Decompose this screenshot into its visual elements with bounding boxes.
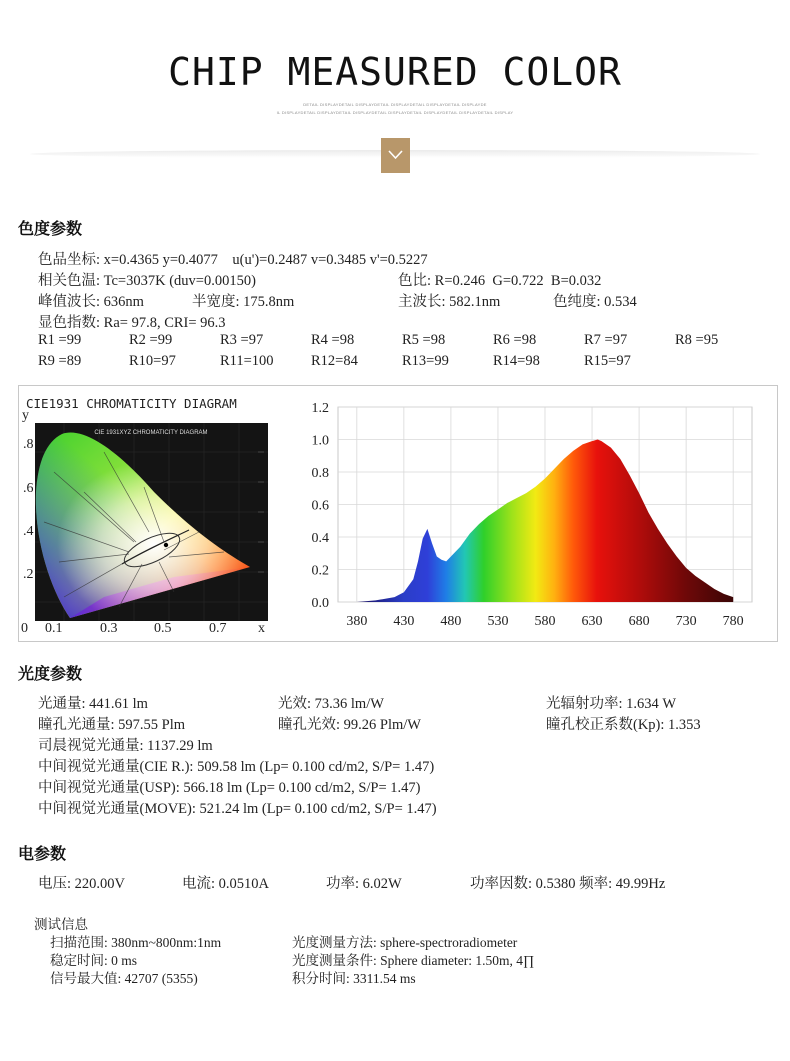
dominant-line — [398, 290, 500, 311]
signal-max: 信号最大值: 42707 (5355) — [50, 971, 198, 986]
y-tick-label: 0.4 — [311, 531, 329, 546]
dominant-label: 主波长: — [398, 294, 446, 310]
scan-range: 扫描范围: 380nm~800nm:1nm — [50, 935, 222, 950]
cie-x-tick: 0.7 — [209, 621, 227, 636]
cie-y-tick: .8 — [23, 437, 34, 452]
purity-value: 0.534 — [604, 294, 637, 310]
r-value: R1 =99 — [38, 332, 82, 348]
r-value: R6 =98 — [493, 332, 537, 348]
cct-label: 相关色温: — [38, 273, 101, 289]
r-value: R4 =98 — [311, 332, 355, 348]
cie-y-tick: .4 — [23, 524, 34, 539]
cri-value: Ra= 97.8, CRI= 96.3 — [103, 315, 226, 331]
mesopic-flux-move: 中间视觉光通量(MOVE): 521.24 lm (Lp= 0.100 cd/m2, S/P= 1.47) — [38, 801, 437, 817]
ratio-value: R=0.246 G=0.722 B=0.032 — [434, 273, 602, 289]
y-tick-label: 0.2 — [311, 563, 329, 579]
color-params-heading: 色度参数 — [18, 219, 83, 238]
spectrum-chart — [272, 392, 772, 638]
test-info-heading: 测试信息 — [34, 917, 88, 932]
y-tick-label: 0.0 — [311, 596, 329, 611]
scotopic-flux: 司晨视觉光通量: 1137.29 lm — [38, 738, 213, 754]
power: 功率: 6.02W — [326, 876, 402, 892]
cie-x-tick: 0 — [21, 621, 28, 636]
x-tick-label: 580 — [534, 614, 556, 629]
power-factor-frequency: 功率因数: 0.5380 频率: 49.99Hz — [470, 876, 666, 892]
photometric-method: 光度测量方法: sphere-spectroradiometer — [292, 935, 518, 950]
stable-time: 稳定时间: 0 ms — [50, 953, 138, 968]
cie-y-tick: .2 — [23, 567, 34, 582]
r-value: R9 =89 — [38, 353, 82, 369]
measurement-condition: 光度测量条件: Sphere diameter: 1.50m, 4∏ — [292, 953, 535, 968]
r-value: R12=84 — [311, 353, 358, 369]
halfwidth-line — [192, 290, 294, 311]
cri-label: 显色指数: — [38, 315, 101, 331]
photometric-heading: 光度参数 — [18, 664, 83, 683]
y-tick-label: 1.2 — [311, 401, 329, 416]
x-tick-label: 730 — [675, 614, 697, 629]
pupil-efficacy: 瞳孔光效: 99.26 Plm/W — [278, 717, 421, 733]
chromaticity-label: 色品坐标: — [38, 252, 101, 268]
x-tick-label: 480 — [440, 614, 462, 629]
chromaticity-value: x=0.4365 y=0.4077 u(u')=0.2487 v=0.3485 v'=0.5227 — [103, 252, 428, 268]
r-value: R8 =95 — [675, 332, 719, 348]
chromaticity-line — [38, 248, 428, 269]
cri-line — [38, 311, 226, 332]
r-value: R7 =97 — [584, 332, 628, 348]
dominant-value: 582.1nm — [449, 294, 501, 310]
peak-label: 峰值波长: — [38, 294, 101, 310]
pupil-factor: 瞳孔校正系数(Kp): 1.353 — [546, 717, 701, 733]
r-value: R5 =98 — [402, 332, 446, 348]
cie-x-label: x — [258, 621, 265, 636]
x-tick-label: 430 — [393, 614, 415, 629]
cie-y-tick: .6 — [23, 481, 34, 496]
cie-inner-title: CIE 1931XYZ CHROMATICITY DIAGRAM — [94, 430, 208, 436]
page-title: CHIP MEASURED COLOR — [168, 50, 622, 94]
cie-x-tick: 0.1 — [45, 621, 63, 636]
r-value: R3 =97 — [220, 332, 264, 348]
y-tick-label: 1.0 — [311, 433, 329, 449]
cct-line — [38, 269, 256, 290]
x-tick-label: 530 — [487, 614, 509, 629]
luminous-efficacy: 光效: 73.36 lm/W — [278, 696, 384, 712]
r-value: R13=99 — [402, 353, 449, 369]
r-value: R2 =99 — [129, 332, 173, 348]
peak-line — [38, 290, 144, 311]
y-tick-label: 0.6 — [311, 498, 329, 514]
voltage: 电压: 220.00V — [38, 876, 125, 892]
chevron-down-icon — [388, 149, 403, 161]
cie-y-label: y — [22, 408, 29, 423]
header-toggle-button[interactable] — [381, 138, 410, 173]
cie-x-tick: 0.3 — [100, 621, 118, 636]
radiant-power: 光辐射功率: 1.634 W — [546, 696, 677, 712]
peak-value: 636nm — [103, 294, 144, 310]
x-tick-label: 680 — [628, 614, 650, 629]
cct-value: Tc=3037K (duv=0.00150) — [103, 273, 256, 289]
ratio-label: 色比: — [398, 273, 432, 289]
r-value: R15=97 — [584, 353, 631, 369]
mesopic-flux-usp: 中间视觉光通量(USP): 566.18 lm (Lp= 0.100 cd/m2, S/P= 1.47) — [38, 780, 421, 796]
r-value: R10=97 — [129, 353, 176, 369]
purity-line — [553, 290, 637, 311]
mesopic-flux-cie: 中间视觉光通量(CIE R.): 509.58 lm (Lp= 0.100 cd/m2, S/P= 1.47) — [38, 759, 435, 775]
current: 电流: 0.0510A — [182, 876, 269, 892]
luminous-flux: 光通量: 441.61 lm — [38, 696, 148, 712]
y-tick-label: 0.8 — [311, 466, 329, 481]
halfwidth-value: 175.8nm — [243, 294, 295, 310]
fine-print-line-2: IL DISPLAYDETAIL DISPLAYDETAIL DISPLAYDETAIL DISPLAYDETAIL DISPLAYDETAIL DISPLAYDETAIL DISPLAY — [276, 110, 514, 115]
electrical-heading: 电参数 — [18, 844, 67, 863]
fine-print-line-1: DETAIL DISPLAYDETAIL DISPLAYDETAIL DISPLAYDETAIL DISPLAYDETAIL DISPLAYDE — [303, 102, 487, 107]
x-tick-label: 780 — [722, 614, 744, 629]
cie-x-tick: 0.5 — [154, 621, 172, 636]
pupil-flux: 瞳孔光通量: 597.55 Plm — [38, 717, 186, 733]
cie-chromaticity-diagram — [24, 392, 274, 640]
ratio-line — [398, 269, 601, 290]
measured-point-marker — [164, 543, 168, 547]
x-tick-label: 630 — [581, 614, 603, 629]
cie-diagram-title: CIE1931 CHROMATICITY DIAGRAM — [26, 396, 237, 411]
r-value: R14=98 — [493, 353, 540, 369]
halfwidth-label: 半宽度: — [192, 294, 240, 310]
r-value: R11=100 — [220, 353, 274, 369]
x-tick-label: 380 — [346, 614, 368, 629]
purity-label: 色纯度: — [553, 294, 601, 310]
integration-time: 积分时间: 3311.54 ms — [292, 971, 416, 986]
